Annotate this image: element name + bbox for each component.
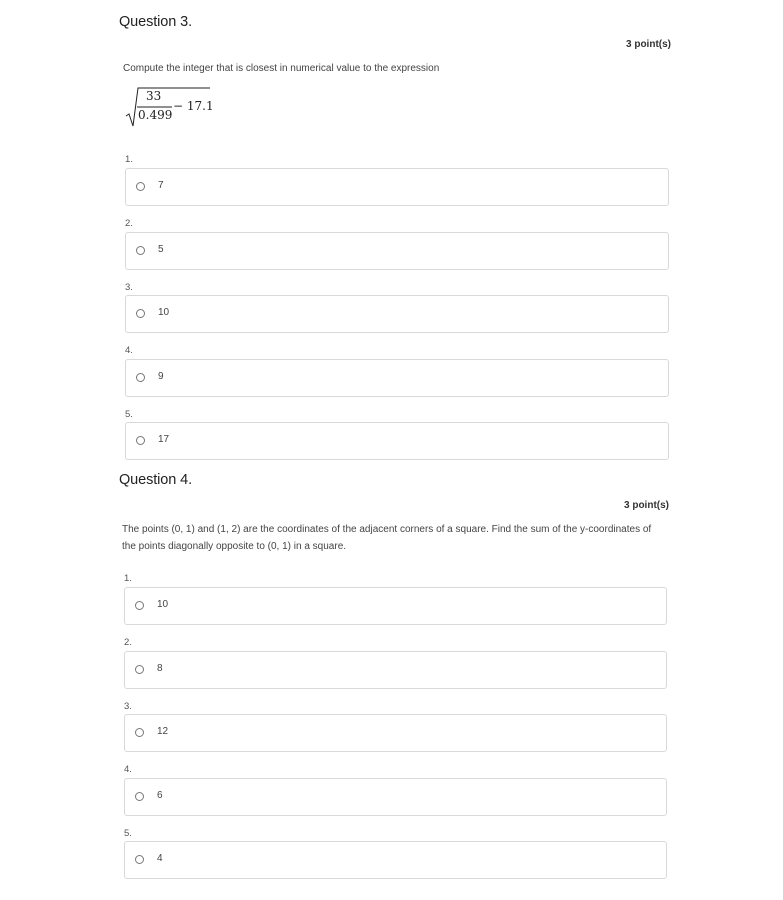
question-3-points: 3 point(s) [626,39,671,50]
option-number: 3. [124,701,132,712]
option-label: 12 [157,726,169,737]
question-4-title: Question 4. [119,472,193,488]
option-number: 2. [125,218,133,229]
expression-rest: − 17.1 [173,99,214,113]
question-4-option-2[interactable] [124,651,667,689]
expression-numerator: 33 [146,89,162,103]
option-number: 1. [125,154,133,165]
radio-button[interactable] [136,373,145,382]
radio-button[interactable] [136,246,145,255]
option-number: 2. [124,637,132,648]
expression-denominator: 0.499 [138,108,173,122]
option-label: 8 [157,663,163,674]
radio-button[interactable] [136,436,145,445]
option-number: 1. [124,573,132,584]
question-3-option-5[interactable] [125,422,669,460]
option-number: 3. [125,282,133,293]
option-label: 5 [158,244,164,255]
radio-button[interactable] [136,309,145,318]
radio-button[interactable] [135,601,144,610]
question-3-title: Question 3. [119,14,193,30]
radio-button[interactable] [135,792,144,801]
question-3-option-3[interactable] [125,295,669,333]
option-number: 4. [124,764,132,775]
option-number: 4. [125,345,133,356]
question-4-option-1[interactable] [124,587,667,625]
question-4-text-line-2: the points diagonally opposite to (0, 1) in a square. [122,541,347,552]
option-label: 9 [158,371,164,382]
radio-button[interactable] [136,182,145,191]
question-4-option-3[interactable] [124,714,667,752]
option-label: 10 [158,307,170,318]
radio-button[interactable] [135,728,144,737]
option-label: 6 [157,790,163,801]
question-4-points: 3 point(s) [624,500,669,511]
option-number: 5. [124,828,132,839]
question-4-option-5[interactable] [124,841,667,879]
question-4-option-4[interactable] [124,778,667,816]
option-label: 10 [157,599,169,610]
question-3-option-2[interactable] [125,232,669,270]
question-3-expression [124,86,224,130]
question-4-text-line-1: The points (0, 1) and (1, 2) are the coordinates of the adjacent corners of a square. Find the sum of the y-coordinates of [122,524,652,535]
radio-button[interactable] [135,665,144,674]
question-3-option-4[interactable] [125,359,669,397]
radio-button[interactable] [135,855,144,864]
option-label: 4 [157,853,163,864]
question-3-text: Compute the integer that is closest in numerical value to the expression [123,63,440,74]
option-label: 17 [158,434,170,445]
option-number: 5. [125,409,133,420]
question-3-option-1[interactable] [125,168,669,206]
option-label: 7 [158,180,164,191]
